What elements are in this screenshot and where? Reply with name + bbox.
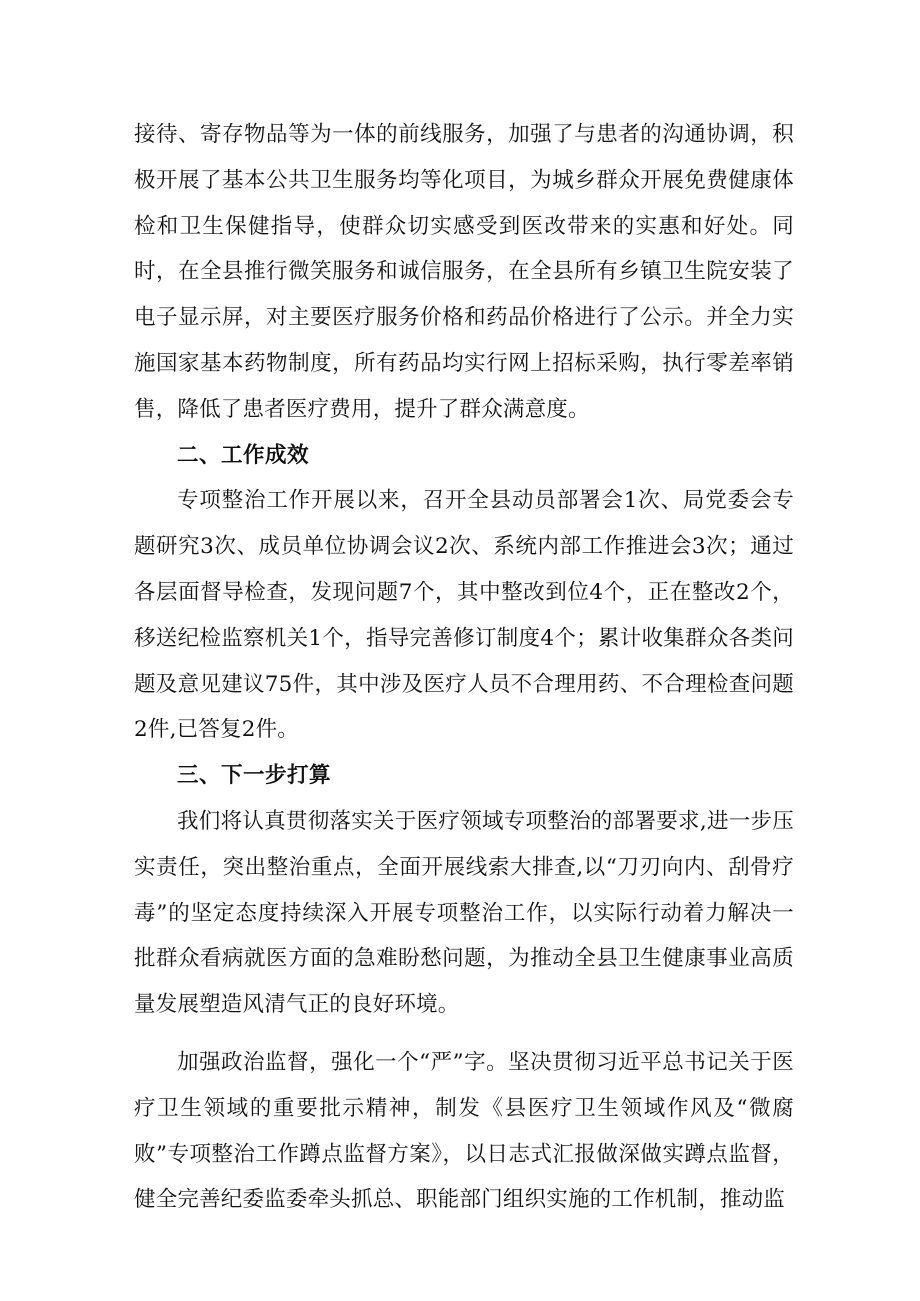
paragraph-work-results: 专项整治工作开展以来，召开全县动员部署会1次、局党委会专题研究3次、成员单位协调会议2次、系统内部工作推进会3次；通过各层面督导检查，发现问题7个，其中整改到位4个，正在整改2个，移送纪检监察机关1个，指导完善修订制度4个；累计收集群众各类问题及意见建议75件，其中涉及医疗人员不合理用药、不合理检查问题2件,已答复2件。: [134, 488, 794, 743]
paragraph-political-supervision: 加强政治监督，强化一个“严”字。坚决贯彻习近平总书记关于医疗卫生领域的重要批示精神，制发《县医疗卫生领域作风及“微腐败”专项整治工作蹲点监督方案》，以日志式汇报做深做实蹲点监督，健全完善纪委监委牵头抓总、职能部门组织实施的工作机制，推动监: [134, 1049, 794, 1213]
paragraph-service-measures: 接待、寄存物品等为一体的前线服务，加强了与患者的沟通协调，积极开展了基本公共卫生服务均等化项目，为城乡群众开展免费健康体检和卫生保健指导，使群众切实感受到医改带来的实惠和好处。同时，在全县推行微笑服务和诚信服务，在全县所有乡镇卫生院安装了电子显示屏，对主要医疗服务价格和药品价格进行了公示。并全力实施国家基本药物制度，所有药品均实行网上招标采购，执行零差率销售，降低了患者医疗费用，提升了群众满意度。: [134, 122, 794, 422]
heading-next-steps: 三、下一步打算: [177, 763, 332, 789]
heading-work-results: 二、工作成效: [177, 442, 310, 468]
paragraph-next-steps: 我们将认真贯彻落实关于医疗领域专项整治的部署要求,进一步压实责任，突出整治重点，全面开展线索大排查,以“刀刃向内、刮骨疗毒”的坚定态度持续深入开展专项整治工作，以实际行动着力解决一批群众看病就医方面的急难盼愁问题，为推动全县卫生健康事业高质量发展塑造风清气正的良好环境。: [134, 808, 794, 1018]
document-body: [134, 112, 794, 1223]
paragraph-gap: [134, 1028, 794, 1040]
